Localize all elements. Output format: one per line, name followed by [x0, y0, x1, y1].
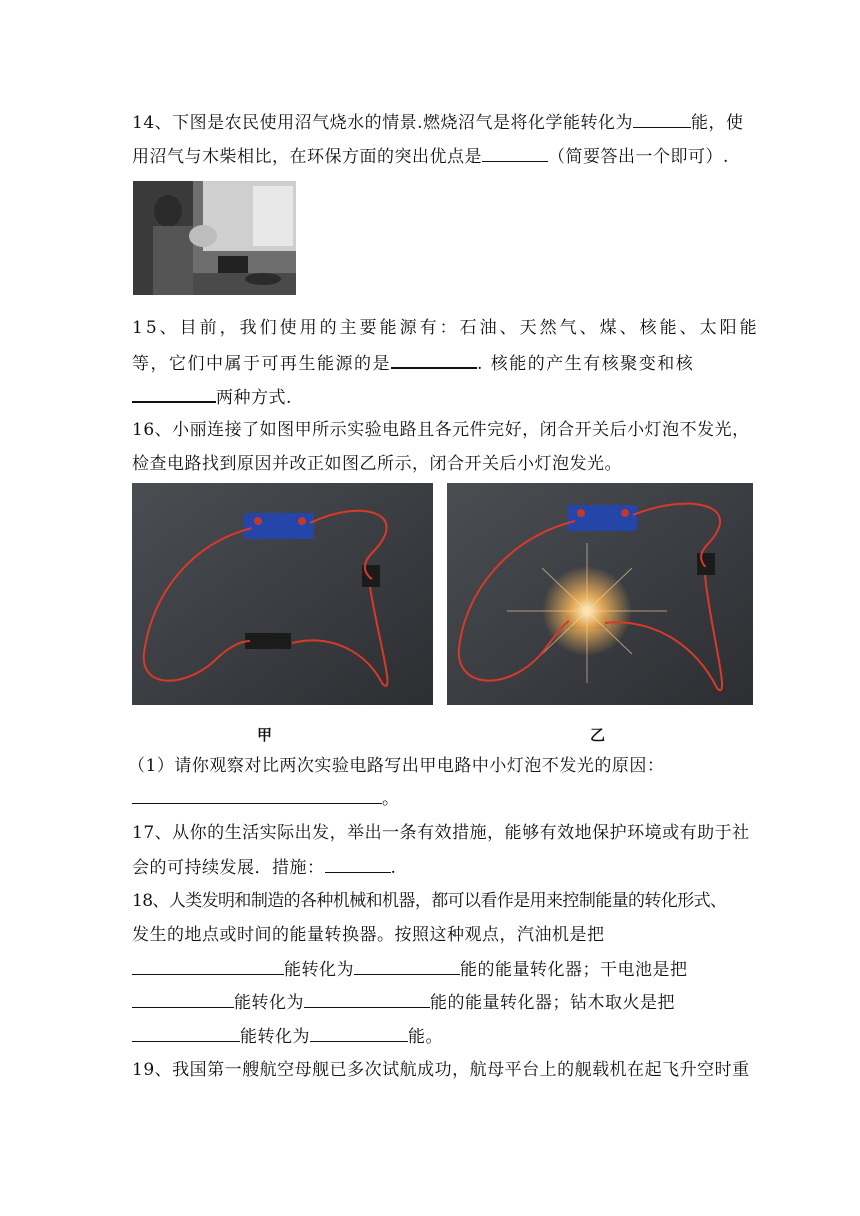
q14-blank-1: [633, 112, 691, 128]
q17-line2: [132, 857, 396, 878]
q18-blank-3: [132, 992, 234, 1008]
q17-text-2b: .: [390, 858, 397, 878]
q15-line3: [132, 386, 292, 408]
q18-text-4a: 能转化为: [234, 993, 304, 1013]
q18-text-5b: 能。: [408, 1027, 443, 1047]
q17-line1: 17、从你的生活实际出发，举出一条有效措施，能够有效地保护环境或有助于社: [132, 823, 750, 843]
q16-sub1: （1）请你观察对比两次实验电路写出甲电路中小灯泡不发光的原因：: [128, 756, 665, 776]
q18-blank-1: [132, 959, 284, 975]
q15-text-2a: 等，它们中属于可再生能源的是: [132, 354, 391, 374]
q15-line2: [132, 352, 694, 374]
circuit-photo-right: [447, 483, 753, 705]
q17-blank-1: [325, 857, 391, 873]
q18-text-3b: 能的能量转化器；干电池是把: [460, 960, 688, 980]
q14-text-2a: 用沼气与木柴相比，在环保方面的突出优点是: [132, 147, 482, 167]
circuit-photo-left: [132, 483, 433, 705]
q18-blank-5: [132, 1026, 240, 1042]
q18-line5: [132, 1026, 443, 1047]
q15-text-3b: 两种方式.: [216, 388, 292, 408]
q18-text-3a: 能转化为: [284, 960, 354, 980]
q18-blank-2: [354, 959, 460, 975]
q18-line4: [132, 992, 675, 1013]
q14-text-2b: （简要答出一个即可）.: [548, 147, 729, 167]
q18-text-5a: 能转化为: [240, 1027, 310, 1047]
q18-line2: 发生的地点或时间的能量转换器。按照这种观点，汽油机是把: [132, 925, 605, 945]
q14-blank-2: [482, 146, 548, 162]
q16-line1: 16、小丽连接了如图甲所示实验电路且各元件完好，闭合开关后小灯泡不发光，: [132, 420, 750, 440]
q15-blank-1: [391, 352, 477, 369]
q15-line1: 15、目前，我们使用的主要能源有：石油、天然气、煤、核能、太阳能: [132, 318, 760, 338]
q14-text-1a: 14、下图是农民使用沼气烧水的情景.燃烧沼气是将化学能转化为: [132, 113, 634, 133]
q16-blank-1: [132, 788, 382, 804]
caption-jia: 甲: [257, 726, 273, 744]
q16-sub1-end: 。: [382, 789, 400, 809]
q16-sub1-answer: [132, 788, 400, 809]
q15-blank-2: [132, 386, 216, 403]
q14-line2: [132, 146, 729, 167]
q18-line1: 18、人类发明和制造的各种机械和机器，都可以看作是用来控制能量的转化形式、: [132, 891, 727, 911]
q18-text-4b: 能的能量转化器；钻木取火是把: [430, 993, 675, 1013]
caption-yi: 乙: [590, 726, 606, 744]
q17-text-2a: 会的可持续发展．措施：: [132, 858, 325, 878]
q15-text-2b: . 核能的产生有核聚变和核: [477, 354, 695, 374]
q16-line2: 检查电路找到原因并改正如图乙所示，闭合开关后小灯泡发光。: [132, 454, 622, 474]
q18-blank-4: [304, 992, 430, 1008]
q14-line1: [132, 112, 744, 133]
q18-blank-6: [310, 1026, 408, 1042]
biogas-photo: [133, 181, 296, 295]
q14-text-1b: 能，使: [691, 113, 744, 133]
q18-line3: [132, 959, 688, 980]
q19-line1: 19、我国第一艘航空母舰已多次试航成功，航母平台上的舰载机在起飞升空时重: [132, 1060, 750, 1080]
battery-box: [244, 513, 314, 539]
